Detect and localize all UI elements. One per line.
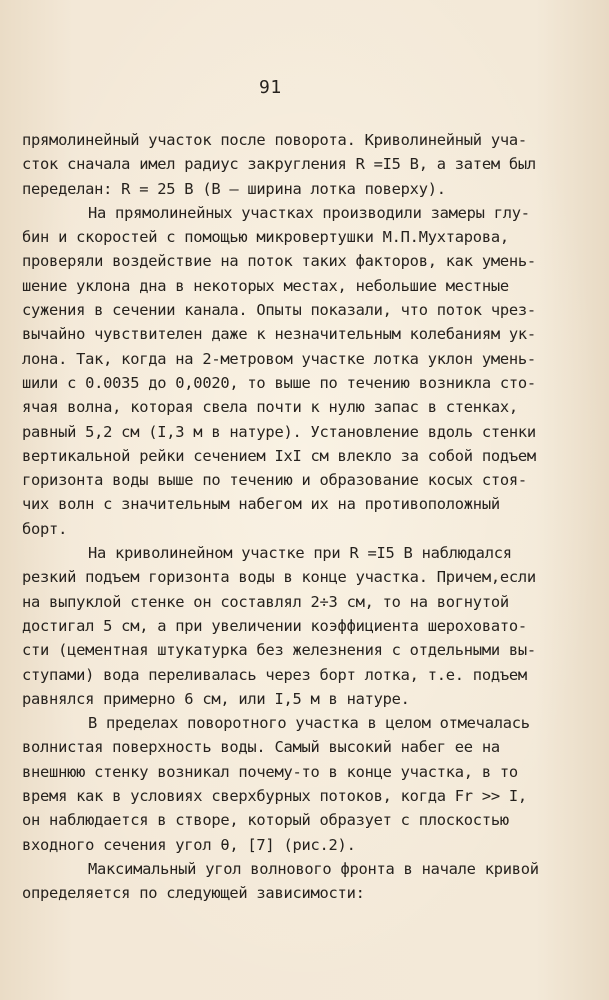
text-line: волнистая поверхность воды. Самый высокий набег ее на bbox=[22, 738, 500, 757]
text-line: он наблюдается в створе, который образует с плоскостью bbox=[22, 811, 509, 830]
text-line: Максимальный угол волнового фронта в начале кривой bbox=[88, 859, 539, 878]
text-line: горизонта воды выше по течению и образование косых стоя- bbox=[22, 471, 527, 490]
text-line: равный 5,2 см (I,3 м в натуре). Установление вдоль стенки bbox=[22, 422, 536, 441]
text-line: вертикальной рейки сечением IxI см влекло за собой подъем bbox=[22, 446, 536, 465]
text-line: сти (цементная штукатурка без железнения с отдельными вы- bbox=[22, 641, 536, 660]
text-line: прямолинейный участок после поворота. Криволинейный уча- bbox=[22, 131, 527, 149]
text-line: ступами) вода переливалась через борт лотка, т.е. подъем bbox=[22, 665, 527, 684]
text-line: переделан: R = 25 В (В – ширина лотка поверху). bbox=[22, 179, 446, 198]
page-number: 91 bbox=[259, 77, 282, 98]
text-line: резкий подъем горизонта воды в конце участка. Причем,если bbox=[22, 568, 536, 587]
text-line: достигал 5 см, а при увеличении коэффициента шероховато- bbox=[22, 616, 527, 635]
text-line: В пределах поворотного участка в целом отмечалась bbox=[88, 714, 530, 733]
text-line: ячая волна, которая свела почти к нулю запас в стенках, bbox=[22, 398, 518, 417]
text-line: внешнюю стенку возникал почему-то в конце участка, в то bbox=[22, 762, 518, 781]
text-line: входного сечения угол θ, [7] (рис.2). bbox=[22, 835, 356, 854]
text-line: лона. Так, когда на 2-метровом участке лотка уклон умень- bbox=[22, 349, 536, 368]
text-line: бин и скоростей с помощью микровертушки М.П.Мухтарова, bbox=[22, 228, 509, 247]
text-line: определяется по следующей зависимости: bbox=[22, 884, 365, 903]
text-line: проверяли воздействие на поток таких факторов, как умень- bbox=[22, 252, 536, 271]
text-line: чих волн с значительным набегом их на противоположный bbox=[22, 495, 500, 514]
text-line: На прямолинейных участках производили замеры глу- bbox=[88, 203, 530, 222]
text-line: сужения в сечении канала. Опыты показали, что поток чрез- bbox=[22, 301, 536, 320]
text-line: шение уклона дна в некоторых местах, небольшие местные bbox=[22, 276, 509, 295]
text-line: равнялся примерно 6 см, или I,5 м в натуре. bbox=[22, 689, 410, 708]
text-line: борт. bbox=[22, 519, 68, 538]
text-line: на выпуклой стенке он составлял 2÷3 см, то на вогнутой bbox=[22, 592, 509, 611]
text-line: шили с 0.0035 до 0,0020, то выше по течению возникла сто- bbox=[22, 373, 536, 392]
text-line: вычайно чувствителен даже к незначительным колебаниям ук- bbox=[22, 325, 536, 344]
text-line: время как в условиях сверхбурных потоков, когда Fr >> I, bbox=[22, 787, 527, 806]
text-line: На криволинейном участке при R =I5 В наблюдался bbox=[88, 544, 512, 563]
text-line: сток сначала имел радиус закругления R =I5 В, а затем был bbox=[22, 155, 536, 174]
body-text bbox=[22, 128, 592, 906]
